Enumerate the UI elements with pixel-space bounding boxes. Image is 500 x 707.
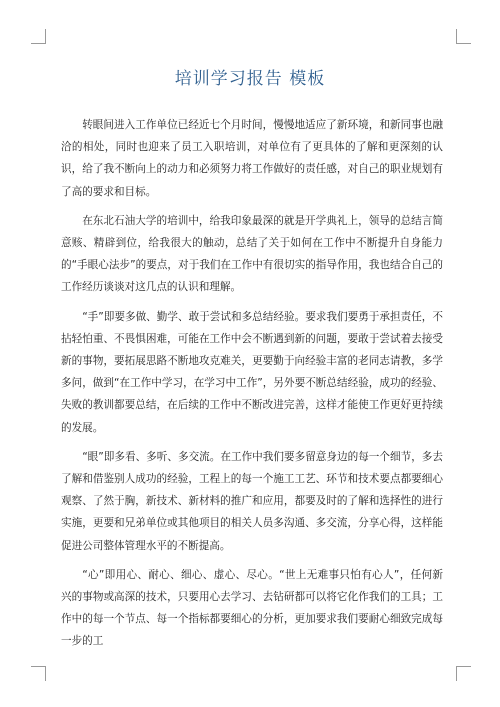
paragraph-3: “手”即要多做、勤学、敢于尝试和多总结经验。要求我们要勇于承担责任，不拈轻怕重、不畏惧困难，可能在工作中会不断遇到新的问题，要敢于尝试着去接受新的事物，要拓展思路不断地攻克难关，更要勤于向经验丰富的老同志请教，多学多问，做到“在工作中学习，在学习中工作”，另外要不断总结经验，成功的经验、失败的教训都要总结，在后续的工作中不断改进完善，这样才能使工作更好更持续的发展。 — [61, 310, 443, 434]
corner-mark-top-left — [31, 29, 46, 44]
document-body — [61, 114, 443, 660]
corner-mark-bottom-right — [456, 666, 471, 681]
paragraph-1: 转眼间进入工作单位已经近七个月时间，慢慢地适应了新环境，和新同事也融洽的相处，同时也迎来了员工入职培训，对单位有了更具体的了解和更深刻的认识，给了我不断向上的动力和必须努力将工作做好的责任感，对自己的职业规划有了高的要求和目标。 — [61, 119, 443, 198]
paragraph-5: “心”即用心、耐心、细心、虚心、尽心。“世上无难事只怕有心人”，任何新兴的事物或高深的技术，只要用心去学习、去钻研都可以将它化作我们的工具；工作中的每一个节点、每一个指标都要细心的分析，更加要求我们要耐心细致完成每一步的工 — [61, 568, 443, 648]
document-title: 培训学习报告 模板 — [174, 69, 326, 89]
corner-mark-bottom-left — [31, 666, 46, 681]
paragraph-2: 在东北石油大学的培训中，给我印象最深的就是开学典礼上，领导的总结言简意赅、精辟到位，给我很大的触动，总结了关于如何在工作中不断提升自身能力的“手眼心法步”的要点，对于我们在工作中有很切实的指导作用，我也结合自己的工作经历谈谈对这几点的认识和理解。 — [61, 214, 443, 294]
corner-mark-top-right — [456, 29, 471, 44]
paragraph-4: “眼”即多看、多听、多交流。在工作中我们要多留意身边的每一个细节，多去了解和借鉴别人成功的经验，工程上的每一个施工工艺、环节和技术要点都要细心观察、了然于胸，新技术、新材料的推广和应用，都要及时的了解和选择性的进行实施，更要和兄弟单位或其他项目的相关人员多沟通、多交流，分享心得，这样能促进公司整体管理水平的不断提高。 — [61, 450, 443, 552]
